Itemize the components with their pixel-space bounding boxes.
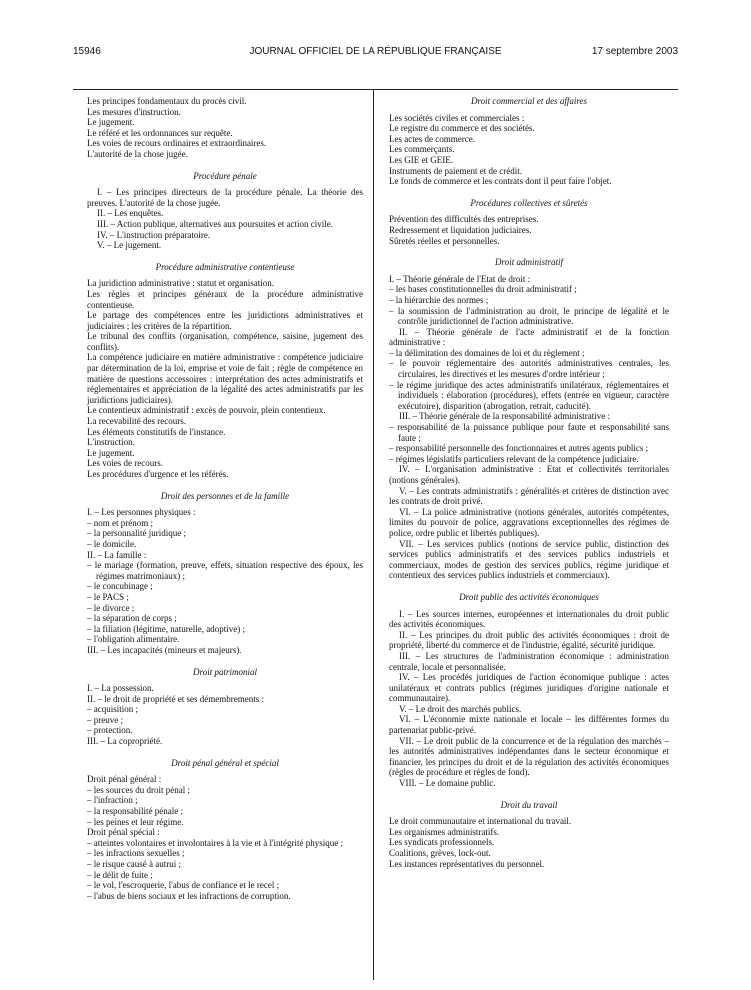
list-item: – le pouvoir réglementaire des autorités administratives centrales, les circulaires, les directives et les mesures d'ordre intérieur ;	[389, 358, 669, 380]
list-item: VIII. – Le domaine public.	[399, 778, 496, 789]
list-item: Les commerçants.	[389, 144, 455, 155]
list-item: I. – Les principes directeurs de la procédure pénale. La théorie des preuves. L'autorité de la chose jugée.	[87, 187, 363, 208]
list-item: L'instruction.	[87, 437, 135, 448]
list-item: II. – le droit de propriété et ses démembrements :	[87, 693, 264, 704]
list-item: – la séparation de corps ;	[87, 613, 177, 624]
list-item: Les GIE et GEIE.	[389, 154, 453, 165]
header-rule	[73, 89, 678, 90]
list-item: V. – Le jugement.	[97, 240, 162, 251]
list-item: Les instances représentatives du personnel.	[389, 858, 545, 869]
list-item: IV. – L'instruction préparatoire.	[97, 229, 211, 240]
list-item: – le vol, l'escroquerie, l'abus de confiance et le recel ;	[87, 880, 280, 891]
list-item: Coalitions, grèves, lock-out.	[389, 848, 491, 858]
list-item: I. – Les personnes physiques :	[87, 507, 196, 518]
list-item: Les sociétés civiles et commerciales :	[389, 112, 525, 123]
list-item: II. – Théorie générale de l'acte administratif et de la fonction administrative :	[389, 326, 669, 348]
list-item: – le mariage (formation, preuve, effets, situation respective des époux, les régimes matrimoniaux) ;	[87, 560, 363, 581]
list-item: Les éléments constitutifs de l'instance.	[87, 426, 226, 437]
list-item: La juridiction administrative : statut et organisation.	[87, 278, 275, 289]
list-item: – protection.	[87, 725, 133, 736]
list-item: Le registre du commerce et des sociétés.	[389, 123, 535, 134]
subsection-label: Droit pénal spécial :	[87, 827, 160, 838]
list-item: Le droit communautaire et international du travail.	[389, 816, 572, 827]
list-item: – l'infraction ;	[87, 795, 138, 806]
list-item: Le référé et les ordonnances sur requête.	[87, 127, 233, 138]
list-item: – atteintes volontaires et involontaires à la vie et à l'intégrité physique ;	[87, 837, 344, 848]
list-item: – l'abus de biens sociaux et les infractions de corruption.	[87, 890, 291, 901]
list-item: – la responsabilité pénale ;	[87, 806, 183, 817]
list-item: IV. – Les procédés juridiques de l'action économique publique : actes unilatéraux et contrats publics (régimes juridiques d'origine nationale et communautaire).	[389, 672, 669, 704]
list-item: Les syndicats professionnels.	[389, 837, 495, 848]
list-item: Sûretés réelles et personnelles.	[389, 235, 500, 246]
list-item: Le tribunal des conflits (organisation, compétence, saisine, jugement des conflits).	[87, 331, 363, 352]
list-item: – la soumission de l'administration au droit, le principe de légalité et le contrôle juridictionnel de l'action administrative.	[389, 305, 669, 327]
list-item: VI. – L'économie mixte nationale et locale – les différentes formes du partenariat public-privé.	[389, 714, 669, 736]
section-heading: Droit administratif	[495, 257, 563, 268]
list-item: – le domicile.	[87, 538, 137, 549]
list-item: Le partage des compétences entre les juridictions administratives et judiciaires ; les critères de la répartition.	[87, 310, 363, 331]
list-item: – preuve ;	[87, 714, 123, 725]
list-item: – les peines et leur régime.	[87, 816, 184, 827]
page-number: 15946	[73, 46, 101, 57]
list-item: – la délimitation des domaines de loi et du règlement ;	[389, 347, 585, 358]
list-item: – la filiation (légitime, naturelle, adoptive) ;	[87, 623, 245, 634]
list-item: – acquisition ;	[87, 704, 138, 715]
list-item: Les organismes administratifs.	[389, 826, 500, 837]
list-item: V. – Le droit des marchés publics.	[399, 703, 522, 714]
right-column	[389, 96, 669, 869]
list-item: – les infractions sexuelles ;	[87, 848, 185, 859]
section-heading: Procédures collectives et sûretés	[470, 197, 588, 208]
section-heading: Droit commercial et des affaires	[471, 96, 587, 106]
list-item: Le contentieux administratif : excès de pouvoir, plein contentieux.	[87, 405, 326, 416]
list-item: – régimes législatifs particuliers relevant de la compétence judiciaire.	[389, 453, 639, 464]
list-item: VII. – Les services publics (notions de service public, distinction des services publics administratifs et des services publics industriels et commerciaux, modes de gestion des services publics, régime juridique et contentieux des services publics industriels et commerciaux).	[389, 538, 669, 581]
list-item: I. – Théorie générale de l'Etat de droit :	[389, 273, 531, 284]
list-item: Le jugement.	[87, 447, 135, 458]
journal-title: JOURNAL OFFICIEL DE LA RÉPUBLIQUE FRANÇAISE	[249, 46, 502, 57]
list-item: Prévention des difficultés des entreprises.	[389, 214, 539, 225]
list-item: II. – Les enquêtes.	[97, 208, 164, 219]
list-item: – responsabilité de la puissance publique pour faute et responsabilité sans faute ;	[389, 422, 669, 443]
list-item: – le PACS ;	[87, 591, 129, 602]
list-item: IV. – L'organisation administrative : Etat et collectivités territoriales (notions générales).	[389, 464, 669, 485]
list-item: Les règles et principes généraux de la procédure administrative contentieuse.	[87, 288, 363, 310]
list-item: La recevabilité des recours.	[87, 416, 186, 427]
section-heading: Procédure administrative contentieuse	[155, 261, 295, 272]
list-item: – le divorce ;	[87, 602, 135, 613]
list-item: – le délit de fuite ;	[87, 869, 153, 880]
list-item: Les actes de commerce.	[389, 133, 475, 144]
list-item: – les sources du droit pénal ;	[87, 784, 190, 795]
section-heading: Droit pénal général et spécial	[171, 757, 279, 768]
list-item: – la personnalité juridique ;	[87, 528, 186, 539]
list-item: – responsabilité personnelle des fonctionnaires et autres agents publics ;	[389, 443, 649, 454]
list-item: – les bases constitutionnelles du droit administratif ;	[389, 284, 577, 295]
list-item: V. – Les contrats administratifs : généralités et critères de distinction avec les contrats de droit privé.	[389, 485, 669, 507]
section-heading: Procédure pénale	[193, 170, 257, 181]
list-item: – le régime juridique des actes administratifs unilatéraux, réglementaires et individuels : élaboration (procédures), effets (entrée en vigueur, caractère exécutoire), disparition (abrogation, retrait, caducité).	[389, 379, 669, 411]
list-item: III. – Action publique, alternatives aux poursuites et action civile.	[97, 218, 333, 229]
publication-date: 17 septembre 2003	[591, 46, 678, 57]
section-heading: Droit public des activités économiques	[459, 591, 599, 602]
list-item: III. – Théorie générale de la responsabilité administrative :	[399, 411, 611, 422]
list-item: II. – Les principes du droit public des activités économiques : droit de propriété, liberté du commerce et de l'industrie, égalité, sécurité juridique.	[389, 629, 669, 651]
list-item: Le jugement.	[87, 117, 135, 128]
left-column	[87, 96, 363, 901]
list-item: I. – Les sources internes, européennes et internationales du droit public des activités économiques.	[389, 608, 669, 630]
list-item: Redressement et liquidation judiciaires.	[389, 224, 532, 235]
list-item: II. – La famille :	[87, 549, 147, 560]
list-item: Les principes fondamentaux du procès civil.	[87, 96, 247, 106]
list-item: I. – La possession.	[87, 683, 154, 694]
section-heading: Droit du travail	[500, 799, 558, 810]
page-header	[73, 46, 678, 60]
list-item: – le concubinage ;	[87, 581, 153, 592]
list-item: La compétence judiciaire en matière administrative : compétence judiciaire par détermination de la loi, emprise et voie de fait ; règle de compétence en matière de questions accessoires : interprétation des actes administratifs et réglementaires et appréciation de la légalité des actes administratifs par les juridictions judiciaires).	[87, 352, 363, 405]
list-item: Les procédures d'urgence et les référés.	[87, 469, 229, 479]
list-item: Les voies de recours.	[87, 458, 163, 469]
list-item: VI. – La police administrative (notions générales, autorités compétentes, limites du pouvoir de police, aggravations exceptionnelles des régimes de police, ordre public et libertés publiques).	[389, 506, 669, 538]
list-item: III. – La copropriété.	[87, 736, 163, 747]
column-divider	[373, 90, 374, 980]
section-heading: Droit des personnes et de la famille	[160, 490, 290, 501]
list-item: Instruments de paiement et de crédit.	[389, 165, 522, 176]
list-item: – l'obligation alimentaire.	[87, 634, 180, 645]
list-item: – le risque causé à autrui ;	[87, 859, 181, 869]
list-item: – la hiérarchie des normes ;	[389, 294, 489, 305]
section-heading: Droit patrimonial	[193, 666, 257, 677]
civil-procedure-list	[87, 96, 363, 160]
list-item: VII. – Le droit public de la concurrence et de la régulation des marchés – les autorités administratives indépendantes dans le secteur économique et financier, les principes du droit et de la régulation des activités économiques (règles de procédure et règles de fond).	[389, 735, 669, 778]
subsection-label: Droit pénal général :	[87, 774, 162, 785]
list-item: L'autorité de la chose jugée.	[87, 148, 188, 159]
list-item: Le fonds de commerce et les contrats dont il peut faire l'objet.	[389, 176, 612, 187]
list-item: III. – Les structures de l'administration économique : administration centrale, locale et personnalisée.	[389, 650, 669, 672]
list-item: – nom et prénom ;	[87, 517, 153, 528]
list-item: III. – Les incapacités (mineurs et majeurs).	[87, 644, 242, 655]
list-item: Les voies de recours ordinaires et extraordinaires.	[87, 138, 267, 149]
list-item: Les mesures d'instruction.	[87, 106, 181, 117]
